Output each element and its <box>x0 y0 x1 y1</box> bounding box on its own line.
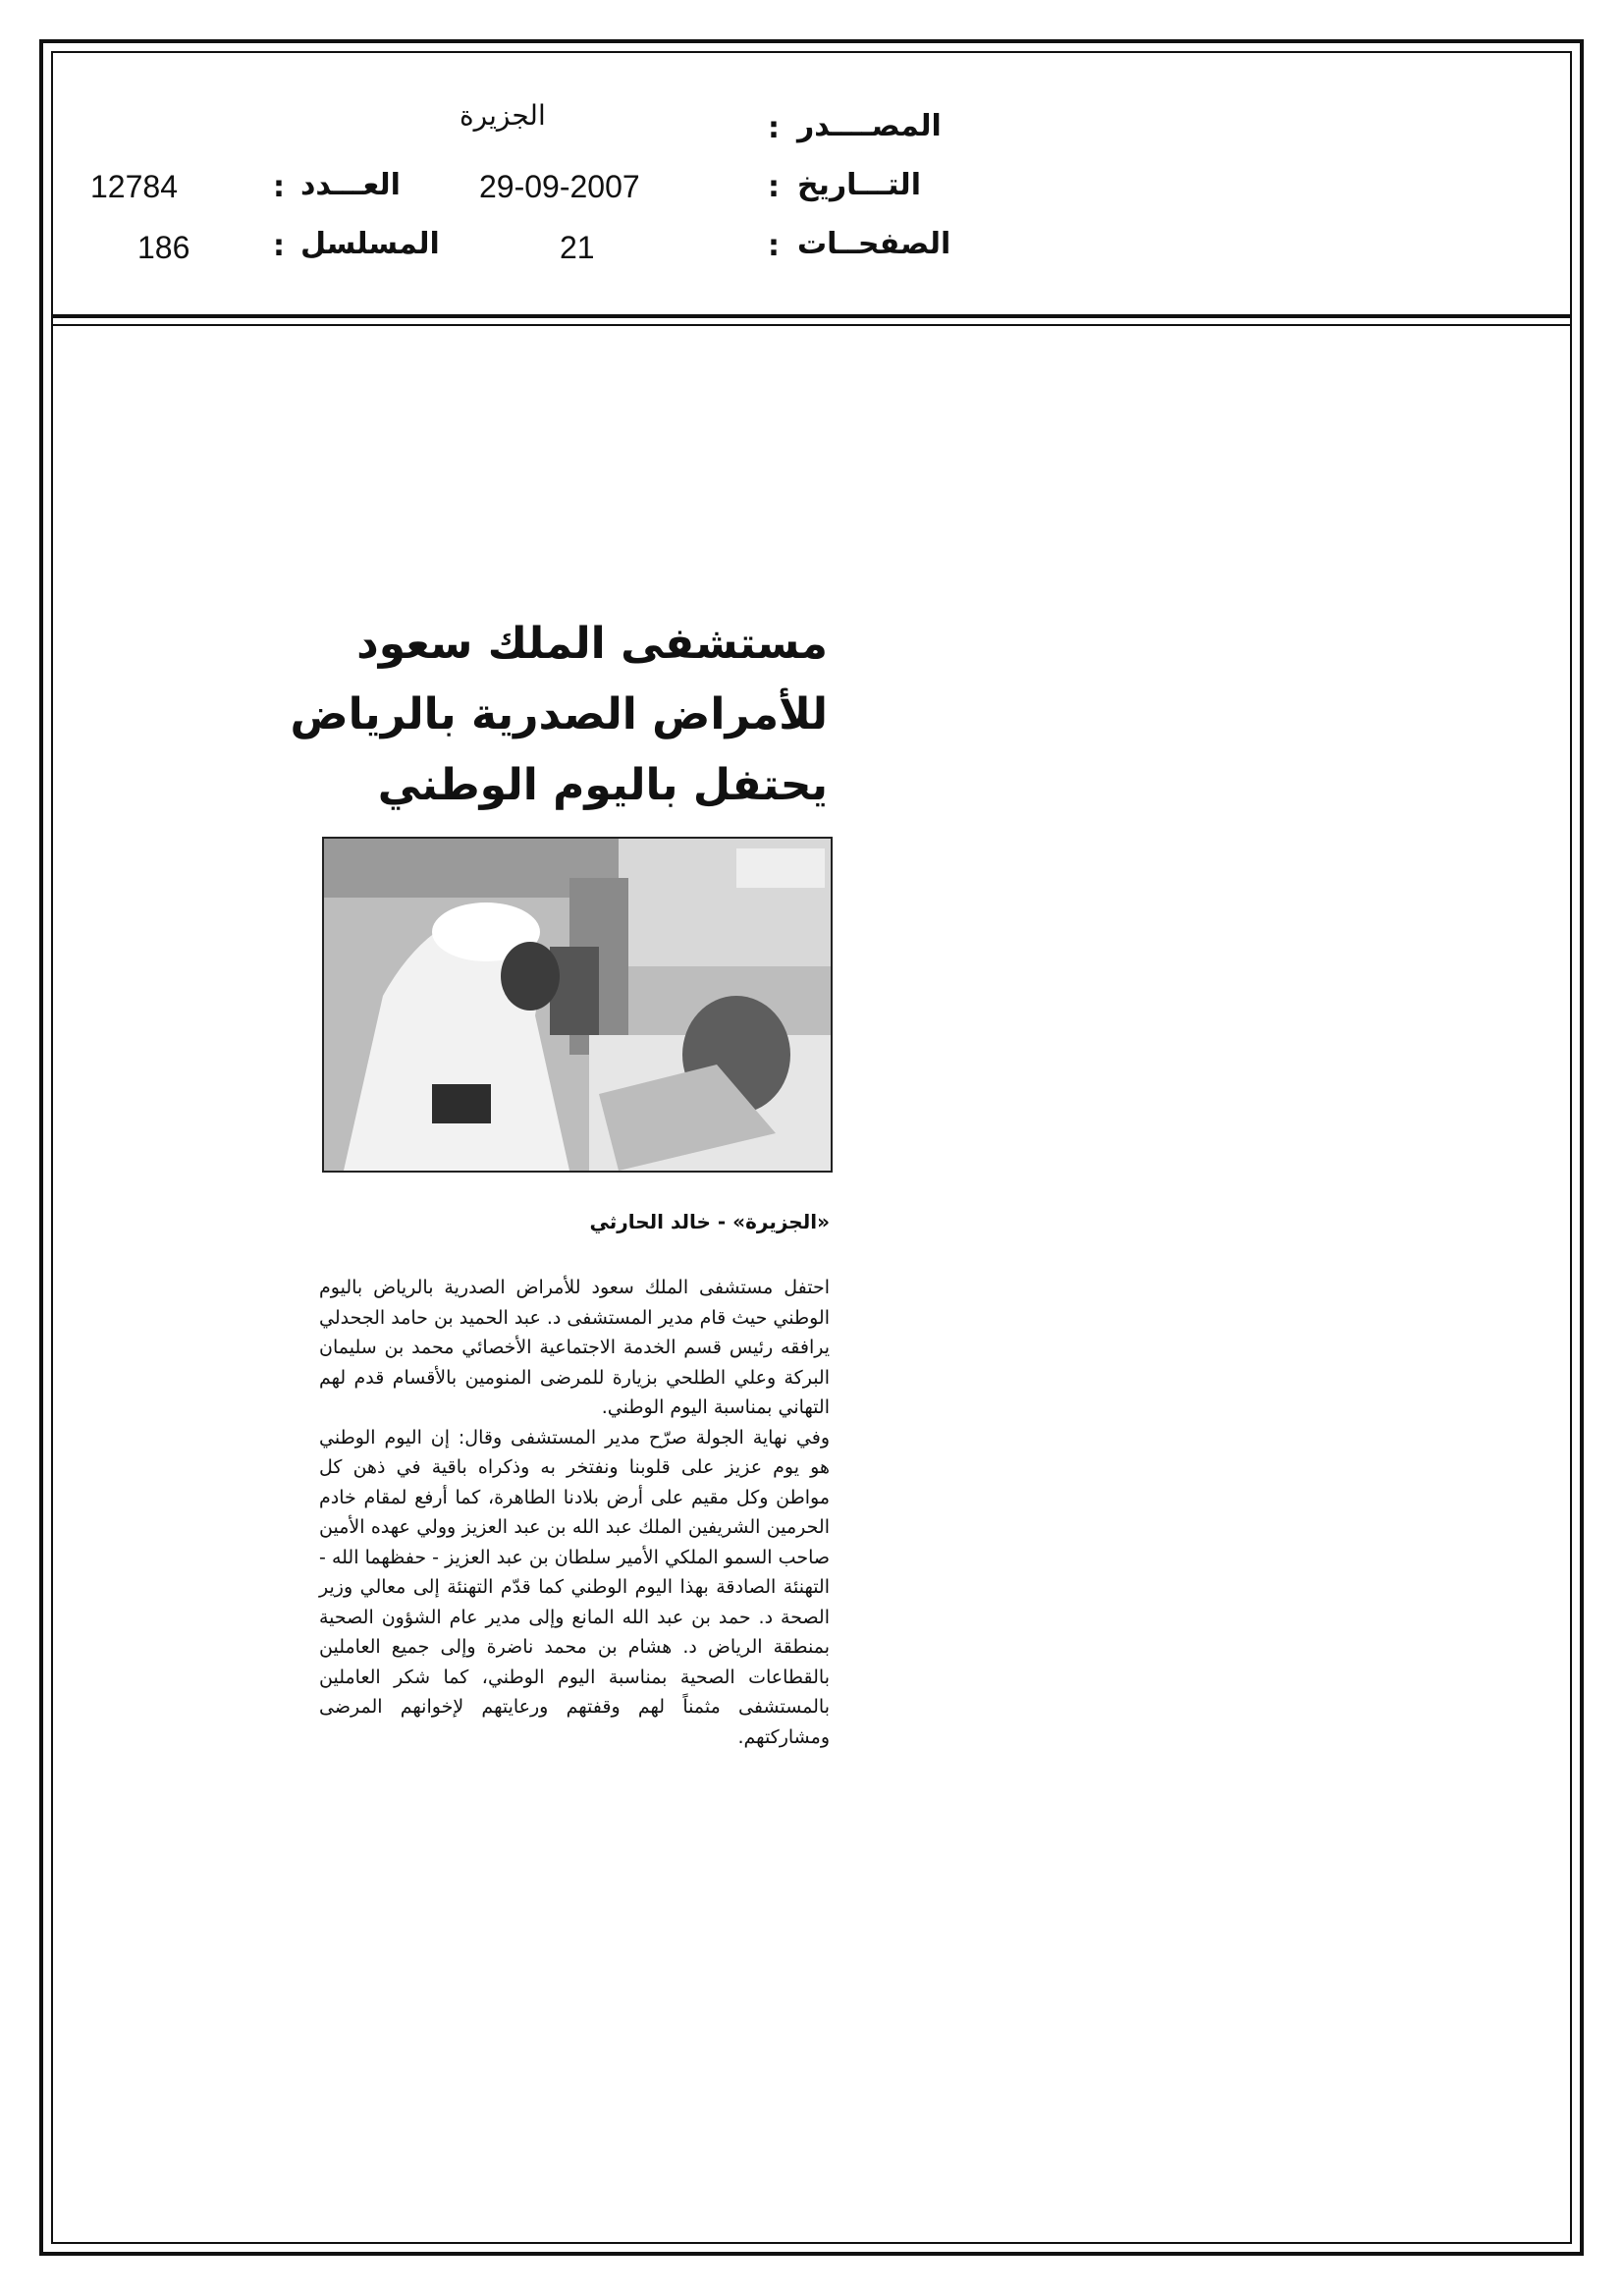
date-separator: : <box>768 170 780 204</box>
date-label: التـــاريخ <box>797 168 921 202</box>
hospital-visit-photo <box>324 839 831 1171</box>
photo-credit: «الجزيرة» - خالد الحارثي <box>589 1210 830 1233</box>
header-divider <box>51 314 1572 318</box>
header-divider-thin <box>51 324 1572 326</box>
article-body <box>319 1273 830 1752</box>
serial-separator: : <box>273 229 285 263</box>
issue-value: 12784 <box>90 169 178 204</box>
issue-label: العـــدد <box>300 168 401 202</box>
article-paragraph: وفي نهاية الجولة صرّح مدير المستشفى وقال: إن اليوم الوطني هو يوم عزيز على قلوبنا ونفتخر به وذكراه باقية في ذهن كل مواطن وكل مقيم على أرض بلادنا الطاهرة، كما أرفع لمقام خادم الحرمين الشريفين الملك عبد الله بن عبد العزيز وولي عهده الأمين صاحب السمو الملكي الأمير سلطان بن عبد العزيز - حفظهما الله - التهنئة الصادقة بهذا اليوم الوطني كما قدّم التهنئة إلى معالي وزير الصحة د. حمد بن عبد الله المانع وإلى مدير عام الشؤون الصحية بمنطقة الرياض د. هشام بن محمد ناضرة وإلى جميع العاملين بالقطاعات الصحية بمناسبة اليوم الوطني، كما شكر العاملين بالمستشفى مثمناً لهم وقفتهم ورعايتهم لإخوانهم المرضى ومشاركتهم. <box>319 1426 830 1748</box>
serial-value: 186 <box>137 230 190 265</box>
issue-separator: : <box>273 170 285 204</box>
date-value: 29-09-2007 <box>479 169 640 204</box>
article-headline: مستشفى الملك سعود للأمراض الصدرية بالرياض يحتفل باليوم الوطني <box>290 619 828 810</box>
source-label: المصــــدر <box>797 109 942 143</box>
article-photo <box>322 837 833 1173</box>
source-separator: : <box>768 111 780 145</box>
pages-value: 21 <box>560 230 595 265</box>
article-paragraph: احتفل مستشفى الملك سعود للأمراض الصدرية بالرياض باليوم الوطني حيث قام مدير المستشفى د. عبد الحميد بن حامد الجحدلي يرافقه رئيس قسم الخدمة الاجتماعية الأخصائي محمد بن سليمان البركة وعلي الطلحي بزيارة للمرضى المنومين بالأقسام قدم لهم التهاني بمناسبة اليوم الوطني. <box>319 1277 830 1418</box>
source-value: الجزيرة <box>460 99 546 132</box>
pages-label: الصفحــات <box>797 227 951 261</box>
serial-label: المسلسل <box>300 227 440 261</box>
pages-separator: : <box>768 229 780 263</box>
